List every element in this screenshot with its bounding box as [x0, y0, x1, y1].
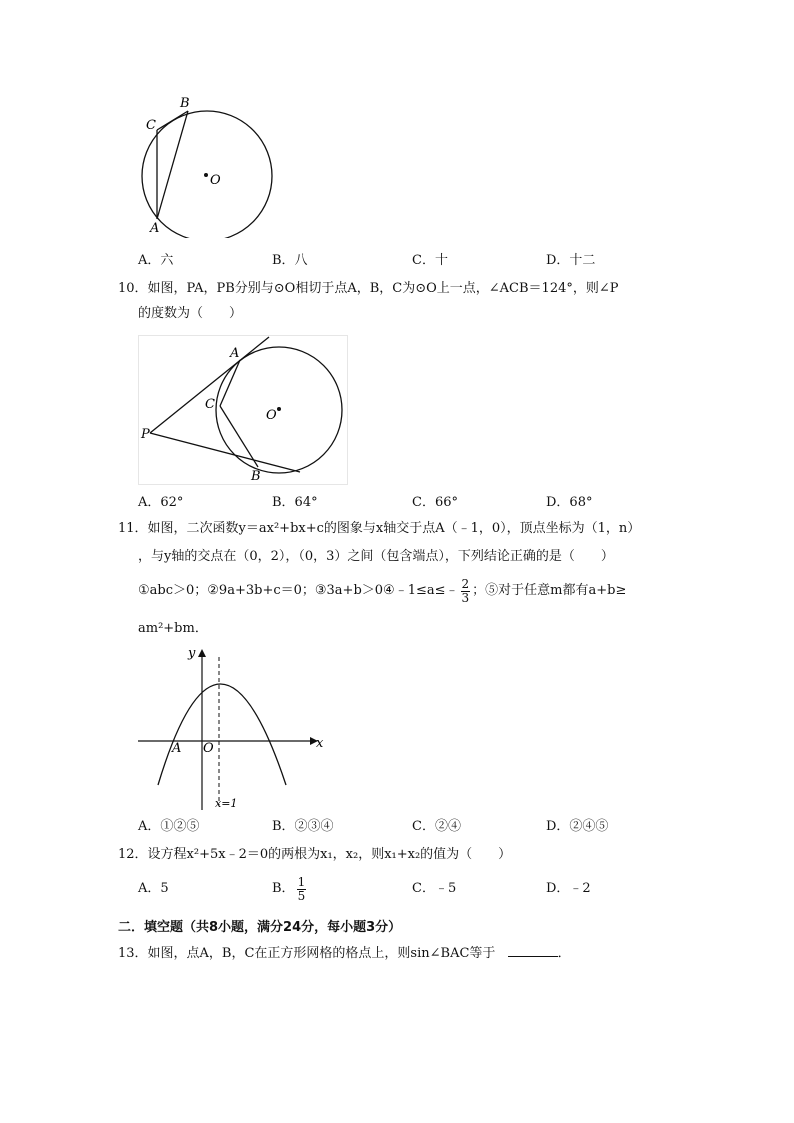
fraction-denominator: 3 [461, 590, 470, 605]
q11-option-d: D．②④⑤ [546, 819, 609, 834]
q11-stem-line4: am²+bm． [138, 621, 208, 636]
label-p: P [141, 427, 150, 442]
label-x: x [316, 736, 324, 751]
fraction-one-fifth [297, 876, 307, 903]
q11-option-a: A．①②⑤ [138, 819, 200, 834]
label-y: y [188, 646, 196, 661]
q9-option-a: A．六 [138, 253, 174, 268]
fraction-numerator: 1 [297, 874, 306, 889]
label-o: O [210, 173, 221, 188]
fraction-denominator: 5 [297, 888, 306, 903]
q13-end: ． [557, 946, 571, 961]
fraction-two-thirds [461, 578, 471, 605]
q12-option-b [272, 872, 308, 906]
q11-stem-line1: 11．如图，二次函数y＝ax²+bx+c的图象与x轴交于点A（﹣1，0），顶点坐标为（1，n） [118, 521, 641, 536]
center-dot [204, 173, 208, 177]
q9-option-d: D．十二 [546, 253, 596, 268]
circle-chord-figure [138, 92, 283, 238]
q10-stem-line1: 10．如图，PA，PB分别与⊙O相切于点A，B，C为⊙O上一点，∠ACB＝124°，则∠P [118, 281, 619, 296]
q11-stem-line3 [138, 576, 626, 606]
label-c: C [205, 397, 215, 412]
q10-option-b: B．64° [272, 495, 318, 510]
label-o: O [266, 408, 277, 423]
q12-stem: 12．设方程x²+5x﹣2＝0的两根为x₁，x₂，则x₁+x₂的值为（ ） [118, 847, 512, 862]
section-title: 二．填空题（共8小题，满分24分，每小题3分） [118, 920, 402, 935]
answer-blank[interactable] [508, 944, 558, 957]
label-a: A [230, 346, 240, 361]
tangent-pb [150, 433, 300, 472]
fraction-numerator: 2 [461, 576, 470, 591]
q12-option-c: C．﹣5 [412, 881, 457, 896]
q13-stem [118, 944, 571, 963]
q12-option-a: A．5 [138, 881, 169, 896]
label-b: B [251, 469, 261, 484]
label-axis: x=1 [215, 797, 238, 810]
tangent-figure [138, 335, 348, 485]
q11-stem-line2: ，与y轴的交点在（0，2），（0，3）之间（包含端点），下列结论正确的是（ ） [138, 549, 614, 564]
q11-conditions: ①abc＞0；②9a+3b+c＝0；③3a+b＞0④﹣1≤a≤﹣ [138, 583, 459, 598]
q13-text: 13．如图，点A，B，C在正方形网格的格点上，则sin∠BAC等于 [118, 946, 496, 961]
parabola-curve [158, 684, 286, 785]
q11-option-c: C．②④ [412, 819, 461, 834]
tangent-pa [150, 337, 269, 433]
parabola-figure [138, 645, 333, 810]
label-c: C [146, 118, 156, 133]
segment-ca [220, 360, 240, 406]
q10-option-d: D．68° [546, 495, 593, 510]
q9-option-c: C．十 [412, 253, 448, 268]
center-dot [277, 407, 281, 411]
q10-option-c: C．66° [412, 495, 458, 510]
label-b: B [180, 96, 190, 111]
y-axis-arrow [198, 649, 206, 657]
label-a: A [172, 741, 182, 756]
label-a: A [150, 221, 160, 236]
q10-option-a: A．62° [138, 495, 184, 510]
label-o: O [203, 741, 214, 756]
q12-option-b-letter: B． [272, 881, 295, 896]
q11-option-b: B．②③④ [272, 819, 334, 834]
q12-option-d: D．﹣2 [546, 881, 591, 896]
q10-stem-line2: 的度数为（ ） [138, 306, 243, 321]
q11-condition-5: ；⑤对于任意m都有a+b≥ [472, 583, 627, 598]
q9-option-b: B．八 [272, 253, 308, 268]
